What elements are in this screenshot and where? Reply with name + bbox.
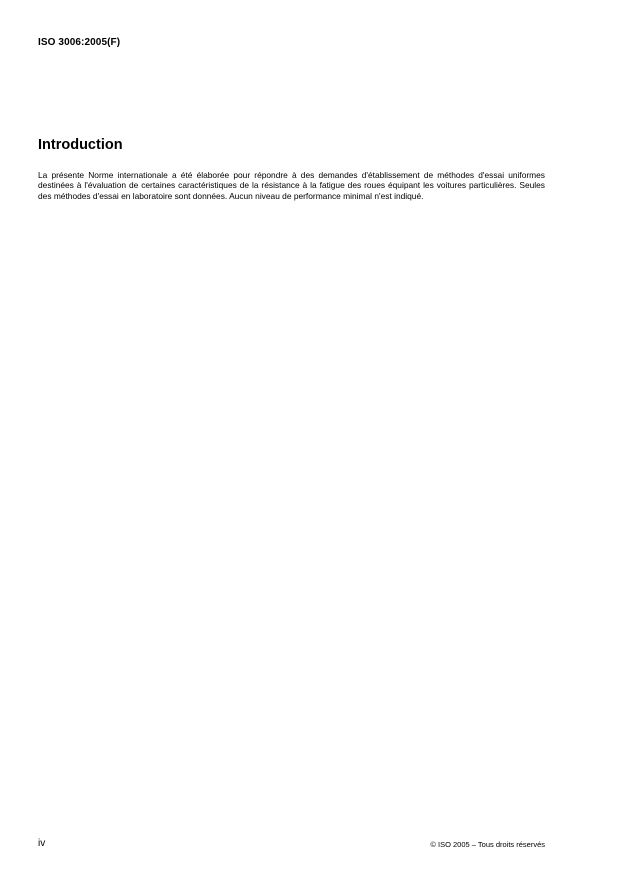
introduction-paragraph: La présente Norme internationale a été élaborée pour répondre à des demandes d'établissement de méthodes d'essai uniformes destinées à l'évaluation de certaines caractéristiques de la résistance à la fatigue des roues équipant les voitures particulières. Seules des méthodes d'essai en laboratoire sont données. Aucun niveau de performance minimal n'est indiqué. bbox=[38, 170, 545, 201]
copyright-notice: © ISO 2005 – Tous droits réservés bbox=[430, 840, 545, 849]
document-reference: ISO 3006:2005(F) bbox=[38, 37, 121, 48]
page-number: iv bbox=[38, 838, 46, 849]
section-title: Introduction bbox=[38, 137, 123, 153]
